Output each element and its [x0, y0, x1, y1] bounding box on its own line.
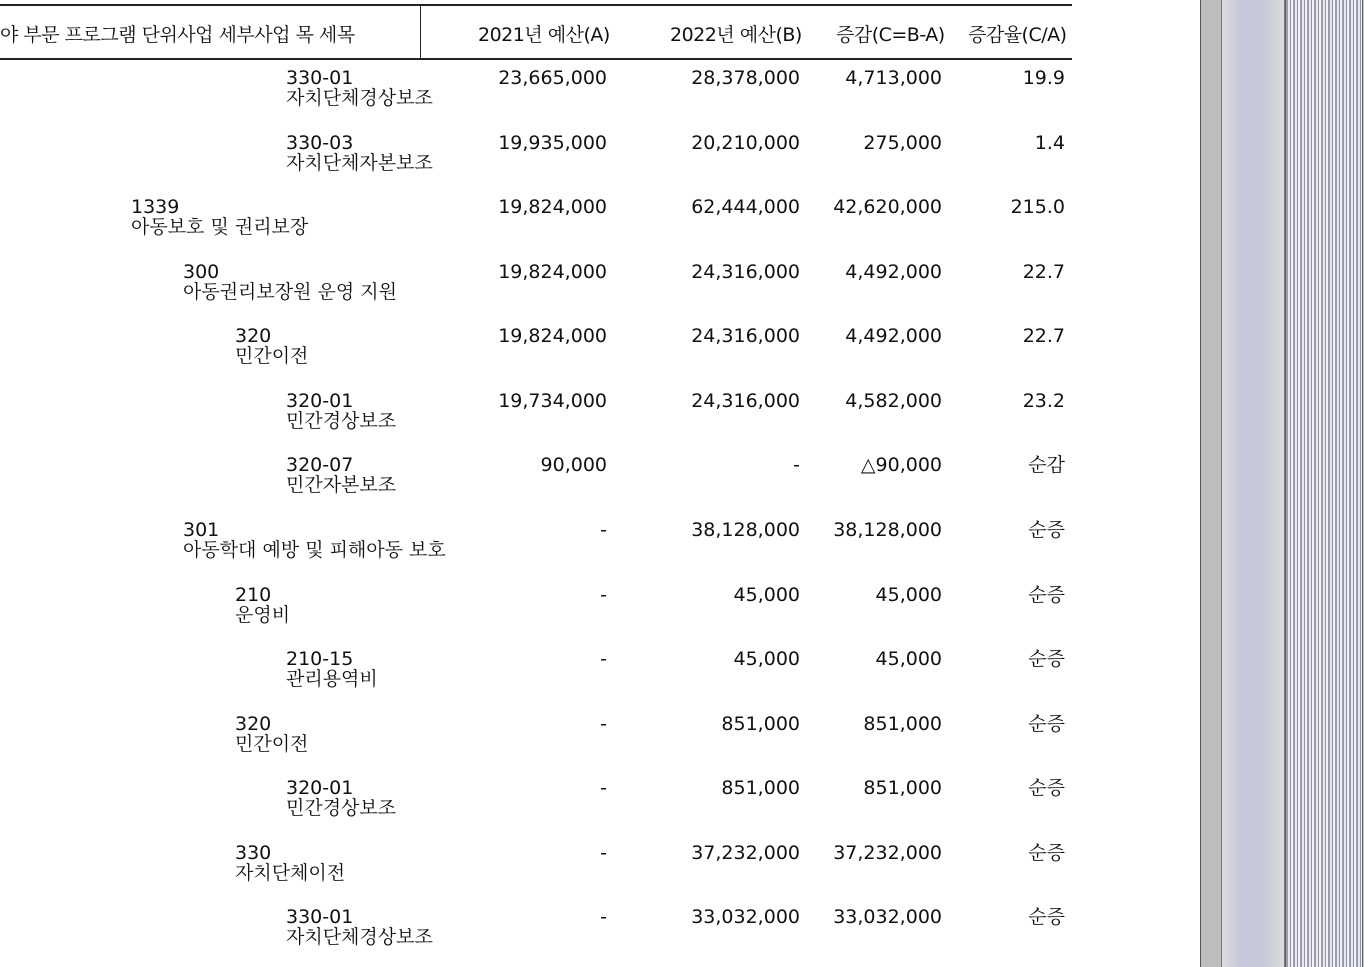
budget-rate: 순증	[1028, 713, 1065, 735]
budget-2021: -	[600, 584, 607, 606]
table-row	[0, 585, 1072, 649]
row-code: 210-15	[286, 648, 354, 670]
table-row	[0, 391, 1072, 455]
budget-rate: 1.4	[1034, 132, 1065, 154]
scrollbar-track[interactable]	[1221, 0, 1285, 967]
budget-2022: 851,000	[721, 777, 800, 799]
budget-rate: 23.2	[1022, 390, 1065, 412]
budget-2022: 24,316,000	[691, 390, 800, 412]
budget-2021: 19,734,000	[498, 390, 607, 412]
table-row	[0, 714, 1072, 778]
budget-difference: 33,032,000	[833, 906, 942, 928]
row-name: 민간자본보조	[286, 474, 397, 496]
row-name: 민간경상보조	[286, 410, 397, 432]
budget-2021: 23,665,000	[498, 67, 607, 89]
budget-2021: 19,824,000	[498, 196, 607, 218]
budget-2021: -	[600, 906, 607, 928]
row-code: 320	[235, 325, 272, 347]
budget-difference: 4,492,000	[845, 261, 942, 283]
table-row	[0, 649, 1072, 713]
table-header	[0, 4, 1072, 60]
row-name: 운영비	[235, 604, 291, 626]
budget-2021: 19,824,000	[498, 261, 607, 283]
budget-2022: 38,128,000	[691, 519, 800, 541]
budget-2021: 90,000	[540, 454, 607, 476]
table-row	[0, 262, 1072, 326]
row-code: 330	[235, 842, 272, 864]
row-code: 320	[235, 713, 272, 735]
vertical-scrollbar[interactable]	[1200, 0, 1364, 967]
row-code: 330-01	[286, 906, 354, 928]
budget-2022: 28,378,000	[691, 67, 800, 89]
budget-2021: -	[600, 777, 607, 799]
row-name: 자치단체이전	[235, 862, 346, 884]
budget-rate: 순증	[1028, 906, 1065, 928]
budget-rate: 순증	[1028, 519, 1065, 541]
budget-2021: -	[600, 713, 607, 735]
budget-2022: 62,444,000	[691, 196, 800, 218]
row-name: 자치단체자본보조	[286, 152, 433, 174]
budget-2021: -	[600, 842, 607, 864]
row-code: 320-07	[286, 454, 354, 476]
budget-difference: 45,000	[875, 648, 942, 670]
scrollbar-thumb[interactable]	[1285, 0, 1363, 967]
row-code: 210	[235, 584, 272, 606]
header-rate: 증감율(C/A)	[968, 24, 1067, 46]
budget-difference: 4,492,000	[845, 325, 942, 347]
budget-2022: -	[793, 454, 800, 476]
budget-difference: △90,000	[860, 454, 942, 476]
budget-rate: 순감	[1028, 454, 1065, 476]
budget-2022: 37,232,000	[691, 842, 800, 864]
header-2022-budget: 2022년 예산(B)	[670, 24, 802, 46]
header-divider	[420, 6, 421, 58]
row-code: 300	[183, 261, 220, 283]
row-name: 민간경상보조	[286, 797, 397, 819]
table-row	[0, 197, 1072, 261]
table-row	[0, 907, 1072, 967]
row-code: 1339	[131, 196, 180, 218]
row-code: 330-03	[286, 132, 354, 154]
budget-2022: 24,316,000	[691, 325, 800, 347]
header-difference: 증감(C=B-A)	[836, 24, 945, 46]
budget-rate: 215.0	[1010, 196, 1065, 218]
table-row	[0, 133, 1072, 197]
budget-difference: 4,582,000	[845, 390, 942, 412]
table-row	[0, 520, 1072, 584]
budget-2022: 45,000	[733, 648, 800, 670]
header-2021-budget: 2021년 예산(A)	[478, 24, 610, 46]
header-hierarchy: 야 부문 프로그램 단위사업 세부사업 목 세목	[0, 24, 355, 46]
budget-2022: 33,032,000	[691, 906, 800, 928]
budget-2021: 19,935,000	[498, 132, 607, 154]
row-name: 민간이전	[235, 345, 309, 367]
budget-2021: -	[600, 648, 607, 670]
budget-rate: 19.9	[1022, 67, 1065, 89]
budget-difference: 275,000	[863, 132, 942, 154]
table-row	[0, 68, 1072, 132]
table-row	[0, 455, 1072, 519]
budget-2022: 851,000	[721, 713, 800, 735]
row-code: 301	[183, 519, 220, 541]
table-row	[0, 778, 1072, 842]
row-name: 아동보호 및 권리보장	[131, 216, 309, 238]
budget-difference: 38,128,000	[833, 519, 942, 541]
row-code: 330-01	[286, 67, 354, 89]
budget-2021: 19,824,000	[498, 325, 607, 347]
budget-difference: 37,232,000	[833, 842, 942, 864]
table-row	[0, 843, 1072, 907]
budget-difference: 4,713,000	[845, 67, 942, 89]
budget-rate: 22.7	[1022, 261, 1065, 283]
budget-difference: 42,620,000	[833, 196, 942, 218]
budget-difference: 45,000	[875, 584, 942, 606]
row-code: 320-01	[286, 390, 354, 412]
budget-rate: 22.7	[1022, 325, 1065, 347]
row-name: 자치단체경상보조	[286, 926, 433, 948]
row-name: 민간이전	[235, 733, 309, 755]
row-name: 자치단체경상보조	[286, 87, 433, 109]
row-name: 아동학대 예방 및 피해아동 보호	[183, 539, 446, 561]
row-name: 관리용역비	[286, 668, 378, 690]
budget-2022: 24,316,000	[691, 261, 800, 283]
budget-difference: 851,000	[863, 713, 942, 735]
budget-rate: 순증	[1028, 777, 1065, 799]
budget-rate: 순증	[1028, 584, 1065, 606]
table-row	[0, 326, 1072, 390]
budget-2022: 45,000	[733, 584, 800, 606]
budget-2021: -	[600, 519, 607, 541]
row-name: 아동권리보장원 운영 지원	[183, 281, 397, 303]
budget-rate: 순증	[1028, 842, 1065, 864]
row-code: 320-01	[286, 777, 354, 799]
budget-difference: 851,000	[863, 777, 942, 799]
budget-rate: 순증	[1028, 648, 1065, 670]
budget-2022: 20,210,000	[691, 132, 800, 154]
